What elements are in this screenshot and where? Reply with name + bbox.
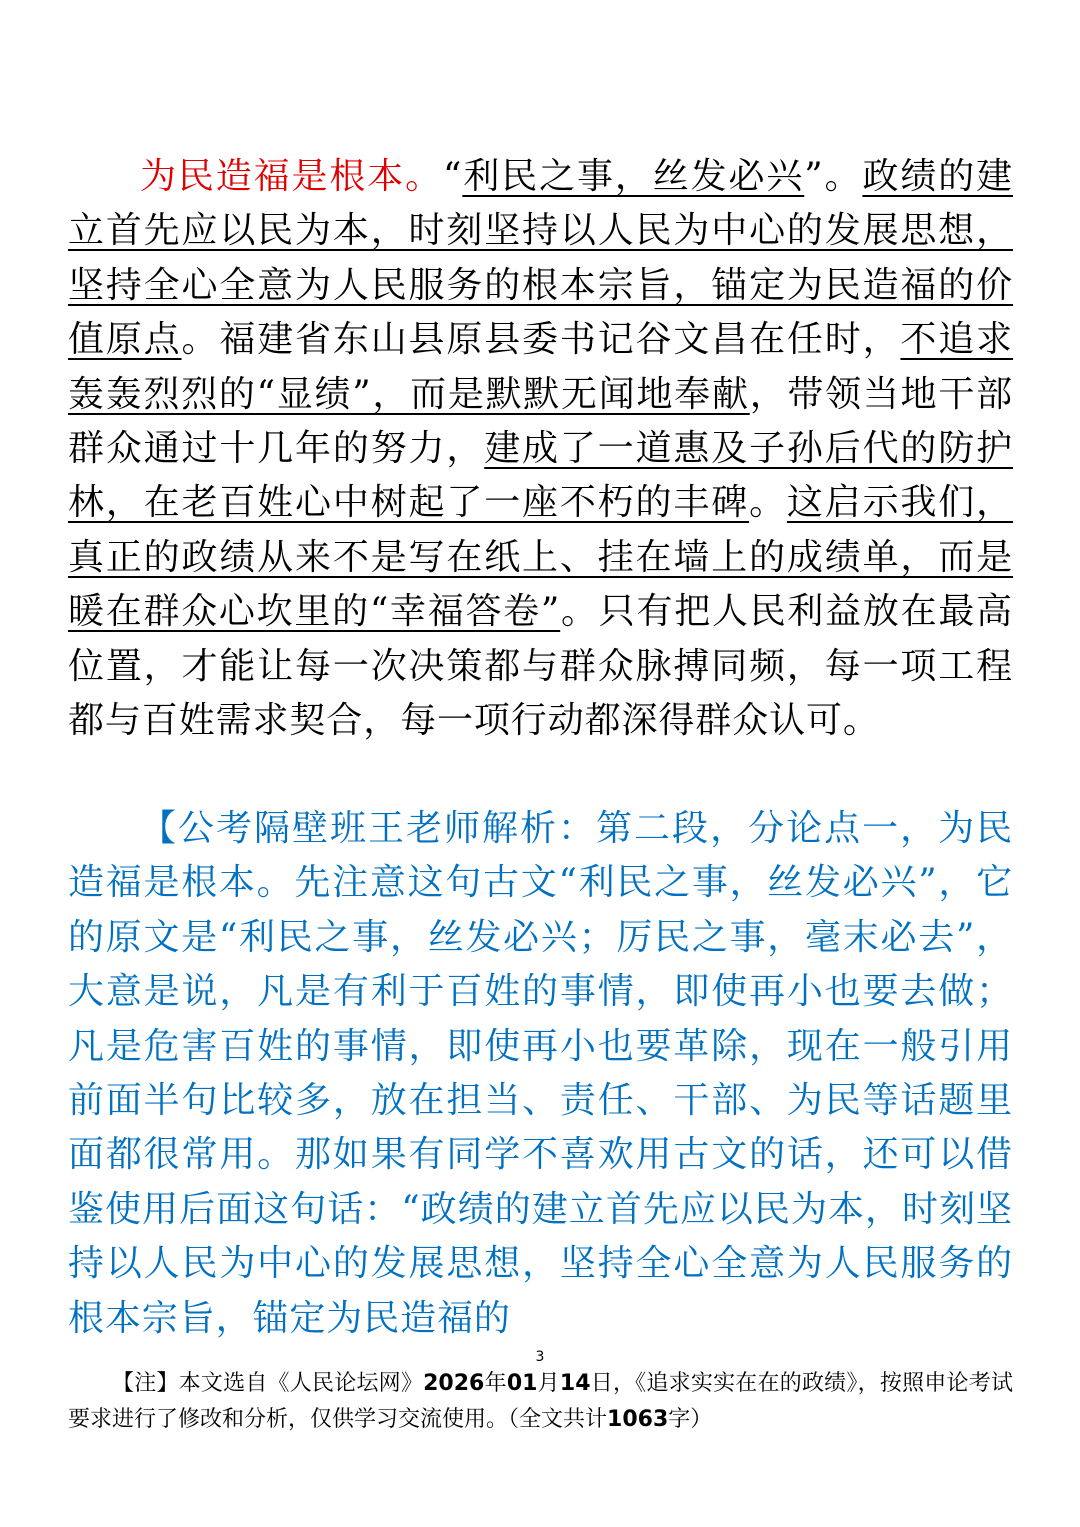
plain-sentence-6: 。 bbox=[749, 482, 787, 524]
footnote-word-count: 1063 bbox=[607, 1407, 669, 1432]
underlined-sentence-7: 这启示我们，真正的政绩从来不是写在纸上、挂在墙上的成绩单，而是暖在群众心坎里的“幸福答卷” bbox=[68, 482, 1014, 633]
plain-sentence-4: ，带领当地干部群众通过十几年的努力， bbox=[68, 373, 1013, 470]
footnote-month: 01 bbox=[506, 1371, 538, 1396]
footnote bbox=[68, 1366, 1013, 1438]
footnote-part-2: 年 bbox=[484, 1371, 507, 1396]
underlined-sentence-1: 政绩的建立首先应以民为本，时刻坚持以人民为中心的发展思想，坚持全心全意为人民服务的根本宗旨，锚定为民造福的价值原点 bbox=[68, 156, 1013, 361]
quote-underlined: 利民之事，丝发必兴 bbox=[462, 156, 805, 197]
section-heading: 为民造福是根本。 bbox=[140, 156, 444, 197]
underlined-sentence-3: 不追求轰轰烈烈的“显绩”，而是默默无闻地奉献 bbox=[68, 319, 1013, 415]
footnote-year: 2026 bbox=[423, 1371, 485, 1396]
plain-sentence-8: 。只有把人民利益放在最高位置，才能让每一次决策都与群众脉搏同频，每一项工程都与百姓需求契合，每一项行动都深得群众认可。 bbox=[68, 591, 1013, 742]
analysis-paragraph: 【公考隔壁班王老师解析：第二段，分论点一，为民造福是根本。先注意这句古文“利民之事，丝发必兴”，它的原文是“利民之事，丝发必兴；厉民之事，毫末必去”，大意是说，凡是有利于百姓的事情，即使再小也要去做；凡是危害百姓的事情，即使再小也要革除，现在一般引用前面半句比较多，放在担当、责任、干部、为民等话题里面都很常用。那如果有同学不喜欢用古文的话，还可以借鉴使用后面这句话：“政绩的建立首先应以民为本，时刻坚持以人民为中心的发展思想，坚持全心全意为人民服务的根本宗旨，锚定为民造福的 bbox=[68, 808, 1013, 1339]
footnote-part-5: 字） bbox=[668, 1407, 713, 1432]
page-number: 3 bbox=[535, 1349, 545, 1365]
footnote-part-3: 月 bbox=[537, 1371, 560, 1396]
quote-close: ”。 bbox=[804, 156, 863, 197]
footnote-part-4: 日，《追求实实在在的政绩》，按照申论考试要求进行了修改和分析，仅供学习交流使用。（全文共计 bbox=[68, 1371, 1013, 1432]
underlined-sentence-5: 建成了一道惠及子孙后代的防护林，在老百姓心中树起了一座不朽的丰碑 bbox=[68, 428, 1013, 524]
main-paragraph bbox=[68, 150, 1013, 748]
plain-sentence-2: 。福建省东山县原县委书记谷文昌在任时， bbox=[181, 319, 901, 361]
footnote-part-1: 【注】本文选自《人民论坛网》 bbox=[112, 1371, 424, 1396]
quote-open: “ bbox=[443, 156, 463, 197]
footnote-day: 14 bbox=[559, 1371, 591, 1396]
